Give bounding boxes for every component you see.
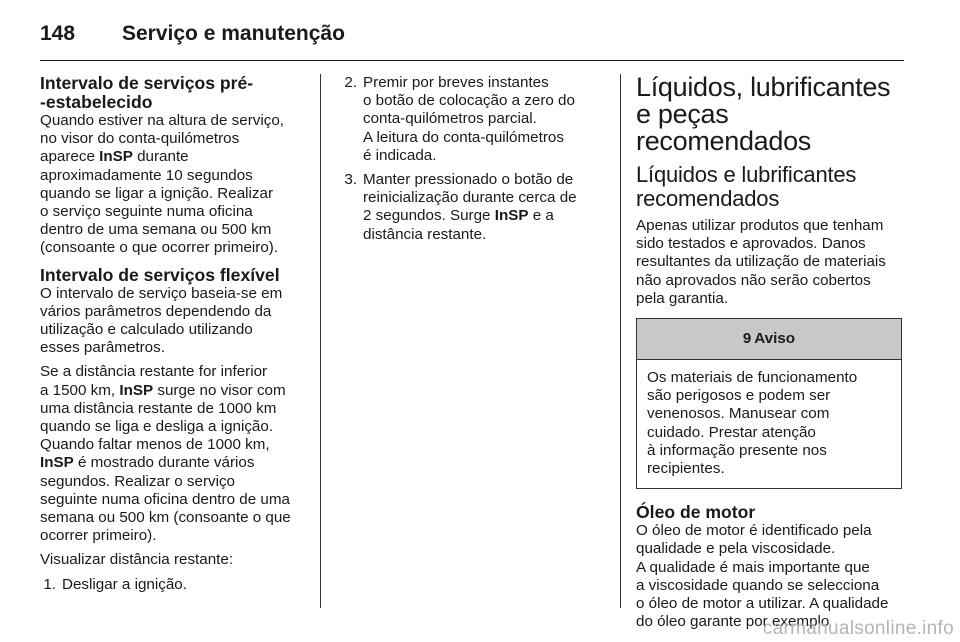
warning-header (637, 319, 901, 360)
step-text: Premir por breves instantes o botão de colocação a zero do conta-quilómetros parcial. A leitura do conta-quilómetros é indicada. (363, 74, 575, 164)
list-item (331, 74, 601, 165)
step-number: 2. (344, 74, 357, 91)
warning-triangle-icon: 9 (742, 329, 752, 347)
insp-indicator-text: InSP (494, 207, 529, 225)
text-segment: Quando estiver na altura de serviço, no visor do conta-quilómetros aparece (40, 112, 284, 166)
paragraph-flexible-interval-1: O intervalo de serviço baseia-se em vários parâmetros dependendo da utilização e calculado utilizando esses parâmetros. (40, 284, 283, 357)
insp-indicator-text: InSP (40, 454, 74, 472)
section-heading-flexible-interval: Intervalo de serviços flexível (40, 264, 280, 285)
text-segment: surge no visor com uma distância restante de 1000 km quando se liga e desliga a ignição. Quando faltar menos de 1000 km, (40, 381, 286, 454)
section-heading-preset-interval: Intervalo de serviços pré- -estabelecido (40, 73, 254, 112)
column-divider-1 (320, 74, 321, 608)
warning-title: Aviso (754, 329, 796, 347)
text-segment: Manter pressionado o botão de reinicialização durante cerca de 2 segundos. Surge (363, 171, 577, 225)
text-segment: durante aproximadamente 10 segundos quando se ligar a ignição. Realizar o serviço seguinte numa oficina dentro de uma semana ou 500 km (consoante o que ocorrer primeiro). (40, 148, 279, 257)
paragraph-engine-oil: O óleo de motor é identificado pela qualidade e pela viscosidade. A qualidade é mais importante que a viscosidade quando se selecciona o óleo de motor a utilizar. A qualidade do óleo garante por exemplo (636, 522, 889, 631)
text-segment: Se a distância restante for inferior a 1500 km, (40, 363, 268, 399)
text-segment: é mostrado durante vários segundos. Realizar o serviço seguinte numa oficina dentro de uma semana ou 500 km (consoante o que ocorrer primeiro). (40, 454, 291, 545)
step-number: 1. (43, 575, 56, 593)
steps-list-continued (331, 74, 601, 244)
column-divider-2 (620, 74, 621, 608)
section-heading-fluids: Líquidos e lubrificantes recomendados (636, 162, 857, 211)
column-2 (331, 74, 601, 250)
chapter-heading: Líquidos, lubrificantes e peças recomendados (636, 72, 891, 156)
step-text: Desligar a ignição. (62, 575, 187, 593)
step-text (363, 171, 601, 244)
warning-box (636, 318, 902, 489)
insp-indicator-text: InSP (99, 148, 133, 166)
section-heading-engine-oil: Óleo de motor (636, 502, 756, 523)
header-rule (40, 60, 904, 61)
insp-indicator-text: InSP (119, 381, 154, 399)
steps-list (40, 576, 308, 594)
page-title: Serviço e manutenção (122, 22, 345, 45)
paragraph-fluids: Apenas utilizar produtos que tenham sido testados e aprovados. Danos resultantes da utilização de materiais não aprovados não serão cobertos pela garantia. (636, 217, 886, 307)
column-3 (636, 74, 904, 637)
page-header (40, 14, 904, 54)
warning-body: Os materiais de funcionamento são perigosos e podem ser venenosos. Manusear com cuidado. Prestar atenção à informação presente nos recipientes. (647, 369, 858, 478)
paragraph-flexible-interval-2 (40, 363, 308, 545)
list-item (40, 576, 308, 594)
step-number: 3. (344, 171, 357, 189)
watermark: carmanualsonline.info (762, 618, 954, 639)
paragraph-preset-interval (40, 112, 308, 258)
text-segment: e a distância restante. (363, 207, 554, 243)
list-item (331, 171, 601, 244)
page-number: 148 (40, 22, 76, 45)
column-1 (40, 74, 308, 600)
paragraph-view-remaining: Visualizar distância restante: (40, 551, 234, 569)
